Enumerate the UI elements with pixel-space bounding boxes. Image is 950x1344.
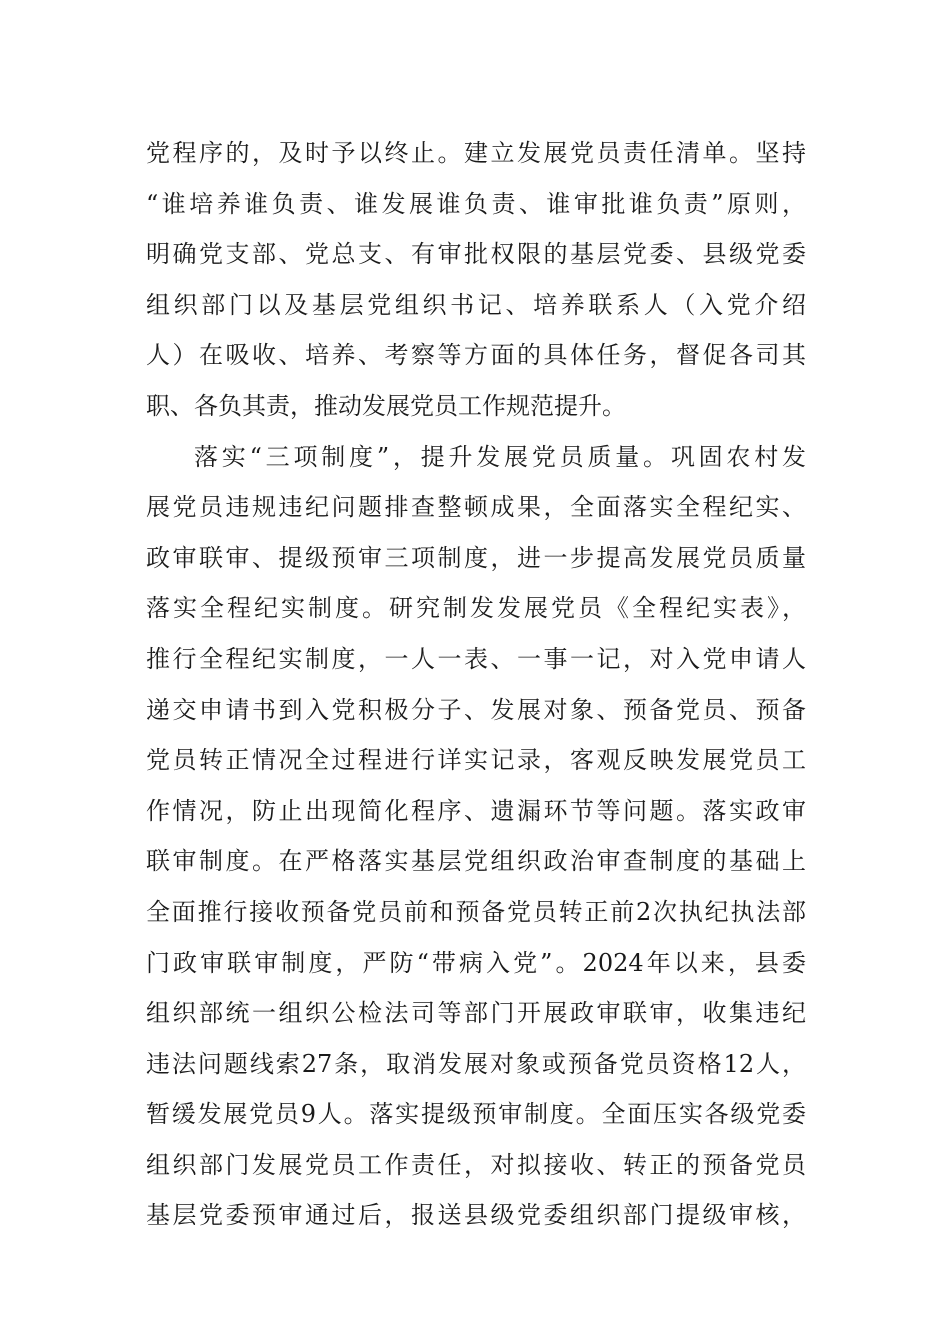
paragraph-heading-line: 落实“三项制度”，提升发展党员质量。巩固农村发 [194,442,806,471]
text-line: 违法问题线索27条，取消发展对象或预备党员资格12人， [146,1049,806,1078]
text-line: 组织部门以及基层党组织书记、培养联系人（入党介绍 [146,290,806,319]
text-line: 联审制度。在严格落实基层党组织政治审查制度的基础上 [146,847,806,876]
text-line: 组织部门发展党员工作责任，对拟接收、转正的预备党员 [146,1150,806,1179]
text-line: 全面推行接收预备党员前和预备党员转正前2次执纪执法部 [146,897,806,926]
text-line: 明确党支部、党总支、有审批权限的基层党委、县级党委 [146,240,806,269]
text-line: 职、各负其责，推动发展党员工作规范提升。 [146,391,626,420]
text-line: 展党员违规违纪问题排查整顿成果，全面落实全程纪实、 [146,493,806,522]
text-line: 党员转正情况全过程进行详实记录，客观反映发展党员工 [146,746,806,775]
text-line: 递交申请书到入党积极分子、发展对象、预备党员、预备 [146,695,806,724]
text-line: 基层党委预审通过后，报送县级党委组织部门提级审核， [146,1201,806,1230]
text-line: 人）在吸收、培养、考察等方面的具体任务，督促各司其 [146,341,806,370]
text-line: 暂缓发展党员9人。落实提级预审制度。全面压实各级党委 [146,1100,806,1129]
text-line: 作情况，防止出现简化程序、遗漏环节等问题。落实政审 [146,796,806,825]
text-line: 党程序的，及时予以终止。建立发展党员责任清单。坚持 [146,139,806,167]
text-line: 门政审联审制度，严防“带病入党”。2024年以来，县委 [146,948,806,977]
text-line: 落实全程纪实制度。研究制发发展党员《全程纪实表》， [146,594,806,623]
text-line: 推行全程纪实制度，一人一表、一事一记，对入党申请人 [146,644,806,673]
body-text [146,128,806,1241]
text-line: “谁培养谁负责、谁发展谁负责、谁审批谁负责”原则， [146,189,806,218]
text-line: 政审联审、提级预审三项制度，进一步提高发展党员质量 [146,543,806,572]
text-line: 组织部统一组织公检法司等部门开展政审联审，收集违纪 [146,999,806,1028]
